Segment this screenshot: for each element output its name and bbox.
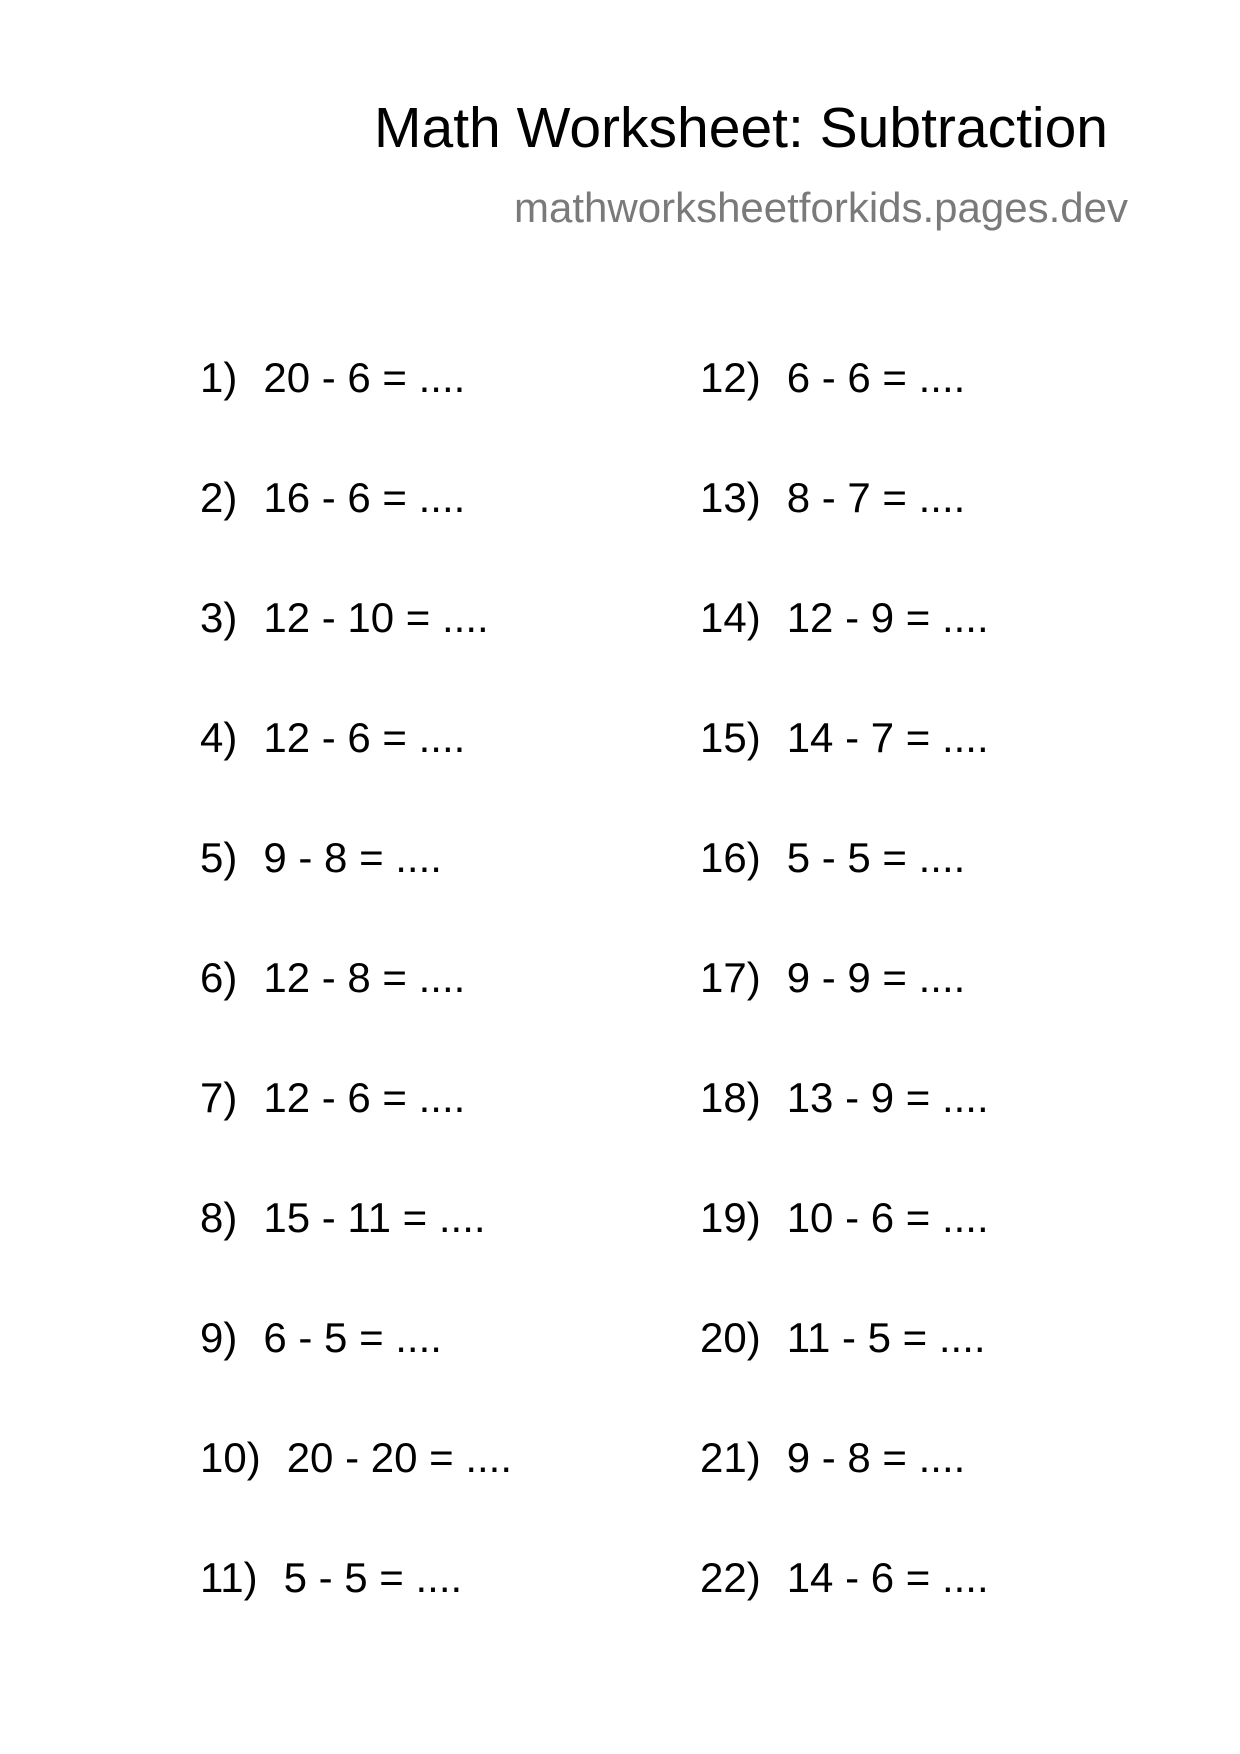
problem-8 [200,1190,512,1310]
worksheet-source: mathworksheetforkids.pages.dev [514,184,1128,231]
problem-expression: 20 - 6 = .... [263,354,466,401]
problem-number: 20) [700,1314,761,1361]
problem-5 [200,830,512,950]
problem-number: 13) [700,474,761,521]
problem-expression: 9 - 8 = .... [786,1434,966,1481]
problem-number: 16) [700,834,761,881]
problem-list-left [200,350,512,1670]
problem-number: 1) [200,354,238,401]
problem-18 [700,1070,989,1190]
problem-expression: 10 - 6 = .... [786,1194,989,1241]
problem-21 [700,1430,989,1550]
problem-expression: 9 - 8 = .... [263,834,442,881]
problem-number: 11) [200,1554,258,1601]
problem-13 [700,470,989,590]
problem-17 [700,950,989,1070]
problem-1 [200,350,512,470]
problem-number: 9) [200,1314,238,1361]
problem-number: 8) [200,1194,238,1241]
problem-expression: 12 - 6 = .... [263,1074,466,1121]
problem-9 [200,1310,512,1430]
problem-number: 22) [700,1554,761,1601]
problem-12 [700,350,989,470]
problem-15 [700,710,989,830]
problem-4 [200,710,512,830]
problem-expression: 9 - 9 = .... [786,954,966,1001]
problem-expression: 12 - 10 = .... [263,594,489,641]
problem-number: 12) [700,354,761,401]
problem-10 [200,1430,512,1550]
problem-expression: 8 - 7 = .... [786,474,966,521]
problem-number: 7) [200,1074,238,1121]
problem-number: 21) [700,1434,761,1481]
problem-6 [200,950,512,1070]
problem-number: 3) [200,594,238,641]
problem-expression: 6 - 6 = .... [786,354,966,401]
problem-number: 6) [200,954,238,1001]
problem-3 [200,590,512,710]
problem-list-right [700,350,989,1670]
problem-expression: 16 - 6 = .... [263,474,466,521]
problem-number: 4) [200,714,238,761]
problem-expression: 14 - 6 = .... [786,1554,989,1601]
problem-16 [700,830,989,950]
problem-22 [700,1550,989,1670]
problem-number: 5) [200,834,238,881]
problem-number: 15) [700,714,761,761]
problem-expression: 12 - 8 = .... [263,954,466,1001]
problem-number: 14) [700,594,761,641]
problem-14 [700,590,989,710]
problem-expression: 13 - 9 = .... [786,1074,989,1121]
problem-expression: 12 - 9 = .... [786,594,989,641]
problem-expression: 11 - 5 = .... [786,1314,986,1361]
problem-2 [200,470,512,590]
problem-expression: 6 - 5 = .... [263,1314,442,1361]
problem-7 [200,1070,512,1190]
problem-number: 17) [700,954,761,1001]
problem-expression: 12 - 6 = .... [263,714,466,761]
problem-number: 10) [200,1434,261,1481]
problem-expression: 15 - 11 = .... [263,1194,486,1241]
problem-11 [200,1550,512,1670]
problem-20 [700,1310,989,1430]
problem-expression: 14 - 7 = .... [786,714,989,761]
worksheet-title: Math Worksheet: Subtraction [374,96,1108,160]
problem-19 [700,1190,989,1310]
problem-expression: 5 - 5 = .... [786,834,966,881]
problem-expression: 5 - 5 = .... [283,1554,463,1601]
problem-number: 18) [700,1074,761,1121]
problem-number: 19) [700,1194,761,1241]
problem-number: 2) [200,474,238,521]
problem-expression: 20 - 20 = .... [286,1434,513,1481]
